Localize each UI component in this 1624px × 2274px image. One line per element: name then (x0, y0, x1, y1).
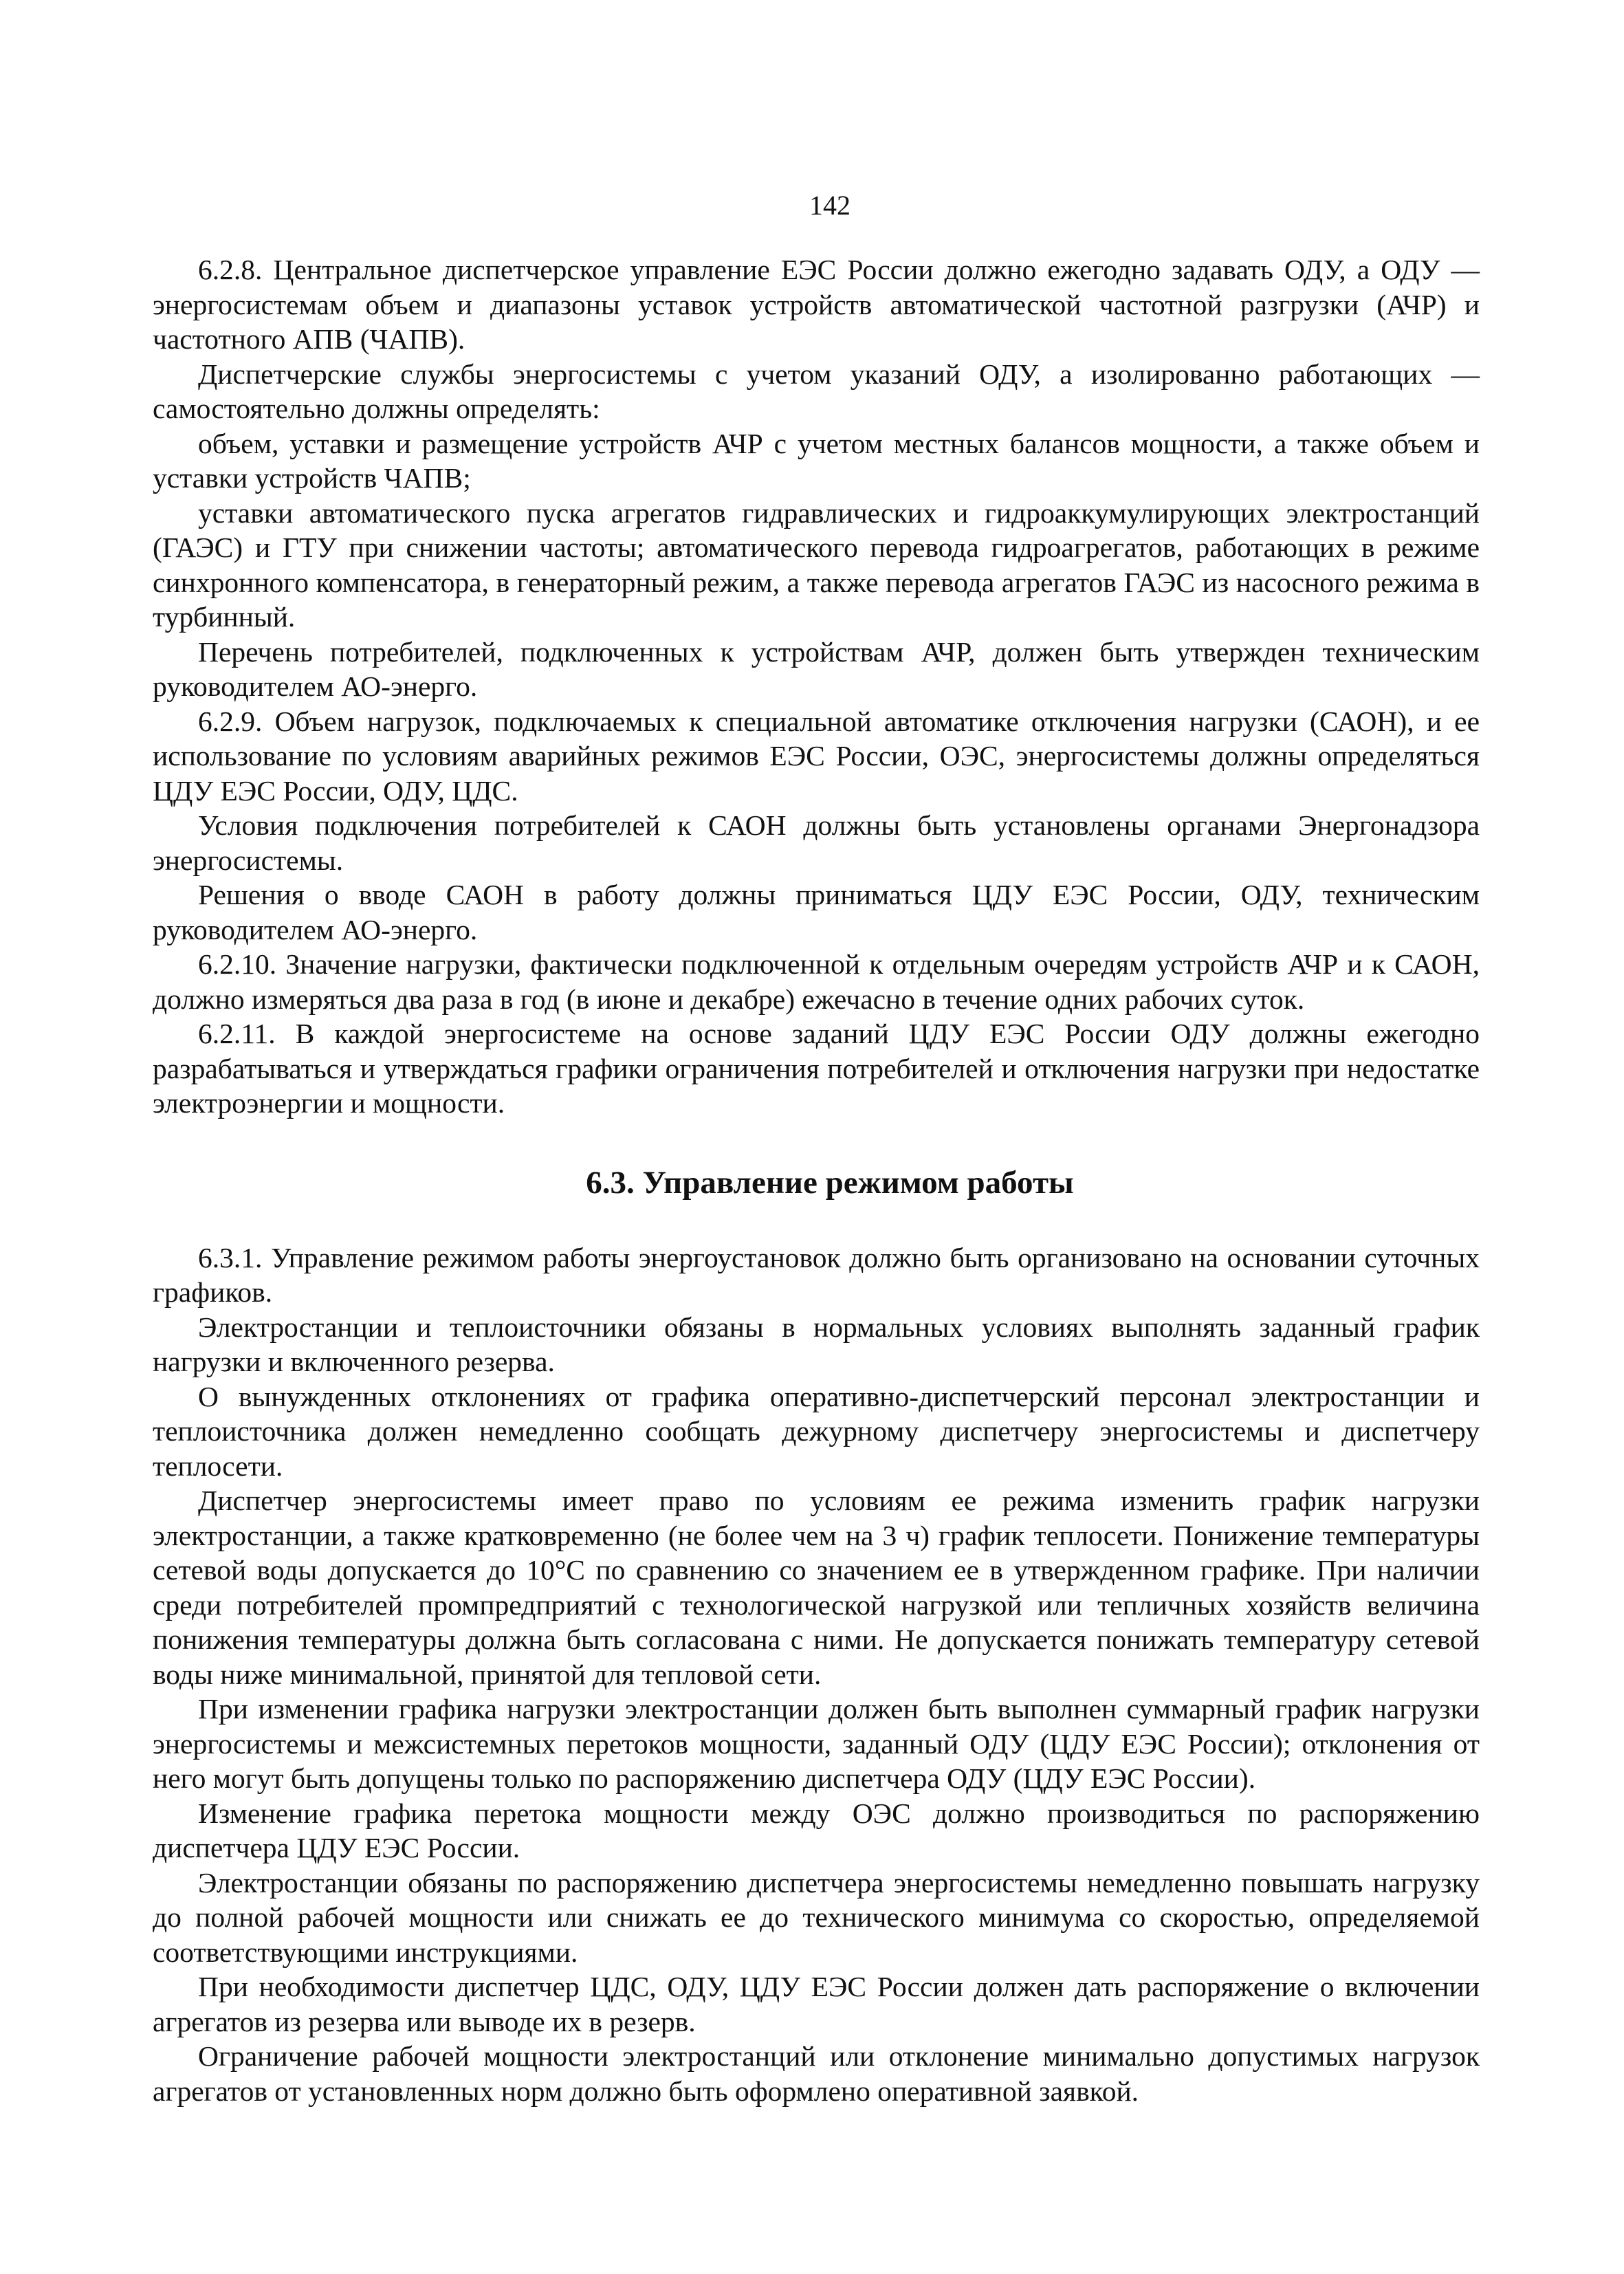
paragraph: 6.2.10. Значение нагрузки, фактически подключенной к отдельным очередям устройств АЧР и к САОН, должно измеряться два раза в год (в июне и декабре) ежечасно в течение одних рабочих суток. (153, 948, 1480, 1015)
paragraph: Диспетчер энергосистемы имеет право по условиям ее режима изменить график нагрузки электростанции, а также кратковременно (не более чем на 3 ч) график теплосети. Понижение температуры сетевой воды допускается до 10°С по сравнению со значением ее в утвержденном графике. При наличии среди потребителей промпредприятий с технологической нагрузкой или тепличных хозяйств величина понижения температуры должна быть согласована с ними. Не допускается понижать температуру сетевой воды ниже минимальной, принятой для тепловой сети. (153, 1485, 1480, 1690)
paragraph: Электростанции обязаны по распоряжению диспетчера энергосистемы немедленно повышать нагрузку до полной рабочей мощности или снижать ее до технического минимума со скоростью, определяемой соответствующими инструкциями. (153, 1866, 1480, 1968)
paragraph: 6.3.1. Управление режимом работы энергоустановок должно быть организовано на основании суточных графиков. (153, 1241, 1480, 1308)
paragraph: Условия подключения потребителей к САОН должны быть установлены органами Энергонадзора энергосистемы. (153, 809, 1480, 876)
paragraph: Ограничение рабочей мощности электростанций или отклонение минимально допустимых нагрузок агрегатов от установленных норм должно быть оформлено оперативной заявкой. (153, 2040, 1480, 2107)
document-page (153, 189, 1480, 2108)
paragraph: 6.2.8. Центральное диспетчерское управление ЕЭС России должно ежегодно задавать ОДУ, а ОДУ — энергосистемам объем и диапазоны уставок устройств автоматической частотной разгрузки (АЧР) и частотного АПВ (ЧАПВ). (153, 254, 1480, 355)
paragraphs-before (153, 252, 1480, 1121)
section-heading: 6.3. Управление режимом работы (586, 1164, 1074, 1201)
paragraph: Изменение графика перетока мощности между ОЭС должно производиться по распоряжению диспетчера ЦДУ ЕЭС России. (153, 1797, 1480, 1863)
page-number: 142 (809, 190, 851, 221)
paragraph: Перечень потребителей, подключенных к устройствам АЧР, должен быть утвержден техническим руководителем АО-энерго. (153, 635, 1480, 702)
paragraph: объем, уставки и размещение устройств АЧР с учетом местных балансов мощности, а также объем и уставки устройств ЧАПВ; (153, 427, 1480, 494)
paragraph: О вынужденных отклонениях от графика оперативно-диспетчерский персонал электростанции и теплоисточника должен немедленно сообщать дежурному диспетчеру энергосистемы и диспетчеру теплосети. (153, 1380, 1480, 1482)
paragraphs-after (153, 1240, 1480, 2109)
paragraph: уставки автоматического пуска агрегатов гидравлических и гидроаккумулирующих электростанций (ГАЭС) и ГТУ при снижении частоты; автоматического перевода гидроагрегатов, работающих в режиме синхронного компенсатора, в генераторный режим, а также перевода агрегатов ГАЭС из насосного режима в турбинный. (153, 496, 1480, 633)
paragraph: При необходимости диспетчер ЦДС, ОДУ, ЦДУ ЕЭС России должен дать распоряжение о включении агрегатов из резерва или выводе их в резерв. (153, 1971, 1480, 2037)
paragraph: 6.2.11. В каждой энергосистеме на основе заданий ЦДУ ЕЭС России ОДУ должны ежегодно разрабатываться и утверждаться графики ограничения потребителей и отключения нагрузки при недостатке электроэнергии и мощности. (153, 1018, 1480, 1119)
paragraph: Диспетчерские службы энергосистемы с учетом указаний ОДУ, а изолированно работающих — самостоятельно должны определять: (153, 358, 1480, 424)
paragraph: При изменении графика нагрузки электростанции должен быть выполнен суммарный график нагрузки энергосистемы и межсистемных перетоков мощности, заданный ОДУ (ЦДУ ЕЭС России); отклонения от него могут быть допущены только по распоряжению диспетчера ОДУ (ЦДУ ЕЭС России). (153, 1693, 1480, 1794)
paragraph: Решения о вводе САОН в работу должны приниматься ЦДУ ЕЭС России, ОДУ, техническим руководителем АО-энерго. (153, 879, 1480, 945)
paragraph: 6.2.9. Объем нагрузок, подключаемых к специальной автоматике отключения нагрузки (САОН), и ее использование по условиям аварийных режимов ЕЭС России, ОЭС, энергосистемы должны определяться ЦДУ ЕЭС России, ОДУ, ЦДС. (153, 705, 1480, 807)
paragraph: Электростанции и теплоисточники обязаны в нормальных условиях выполнять заданный график нагрузки и включенного резерва. (153, 1311, 1480, 1377)
